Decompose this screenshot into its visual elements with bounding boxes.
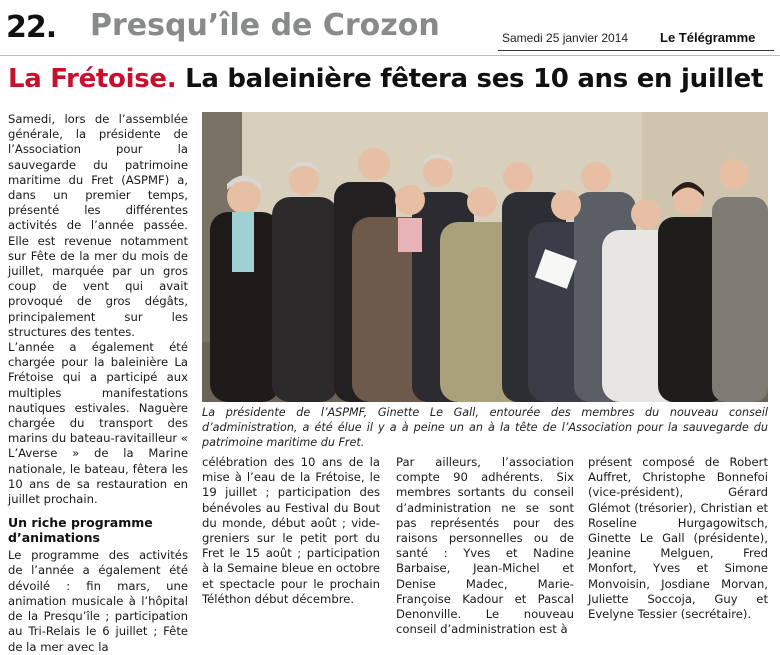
article-subhead: Un riche programme d’animations: [8, 515, 153, 546]
article-column-2: [202, 455, 380, 607]
newspaper-name: Le Télégramme: [660, 30, 756, 45]
article-paragraph: Par ailleurs, l’association compte 90 adhérents. Six membres sortants du conseil d’administration ne se sont pas représentés pour des raisons personnelles ou de santé : Yves et Nadine Barbaise, Jean-Michel et Denise Madec, Marie-Françoise Kadour et Pascal Denonville. Le nouveau conseil d’administration est à: [396, 455, 574, 637]
header-divider: [0, 55, 780, 56]
photo-illustration: [202, 112, 768, 402]
article-paragraph: Samedi, lors de l’assemblée générale, la présidente de l’Association pour la sauvegarde du patrimoine maritime du Fret (ASPMF) a, dans un premier temps, présenté les différentes activités de l’année passée. Elle est revenue notamment sur Fête de la mer du mois de juillet, marquée par un gros coup de vent qui avait provoqué de gros dégâts, principalement sur les structures des tentes.: [8, 112, 188, 339]
article-paragraph: présent composé de Robert Auffret, Christophe Bonnefoi (vice-président), Gérard Glémot (trésorier), Christian et Roseline Hurgagowitsch, Ginette Le Gall (présidente), Jeanine Melguen, Fred Monfort, Yves et Simone Monvoisin, Josdiane Morvan, Juliette Soccoja, Guy et Evelyne Tessier (secrétaire).: [588, 455, 768, 622]
header-rule: [498, 50, 774, 51]
headline-kicker: La Frétoise.: [8, 64, 177, 94]
article-column-3: [396, 455, 574, 637]
section-title: Presqu’île de Crozon: [90, 8, 440, 43]
article-paragraph: Le programme des activités de l’année a également été dévoilé : fin mars, une animation musicale à l’hôpital de la Presqu’île ; participation au Tri-Relais le 6 juillet ; Fête de la mer avec la: [8, 548, 188, 654]
group-photo: [202, 112, 768, 402]
issue-date: Samedi 25 janvier 2014: [502, 31, 629, 45]
article-column-4: [588, 455, 768, 622]
page-number: 22.: [6, 10, 57, 45]
article-paragraph: célébration des 10 ans de la mise à l’eau de la Frétoise, le 19 juillet ; participation des bénévoles au Festival du Bout du monde, début août ; vide-greniers sur le petit port du Fret le 15 août ; participation à la Semaine bleue en octobre et spectacle pour le prochain Téléthon début décembre.: [202, 455, 380, 606]
article-column-1: [8, 112, 188, 655]
photo-caption: La présidente de l’ASPMF, Ginette Le Gall, entourée des membres du nouveau conseil d’administration, a été élue il y a à peine un an à la tête de l’Association pour la sauvegarde du patrimoine maritime du Fret.: [202, 406, 768, 449]
article-headline: [8, 64, 763, 94]
article-paragraph: L’année a également été chargée pour la baleinière La Frétoise qui a participé aux multiples manifestations nautiques estivales. Naguère chargée du transport des marins du bateau-ravitailleur « L’Averse » de la Marine nationale, le bateau, fêtera les 10 ans de sa restauration en juillet prochain.: [8, 340, 188, 507]
headline-title: La baleinière fêtera ses 10 ans en juillet: [185, 64, 764, 94]
page-header: [0, 0, 780, 56]
